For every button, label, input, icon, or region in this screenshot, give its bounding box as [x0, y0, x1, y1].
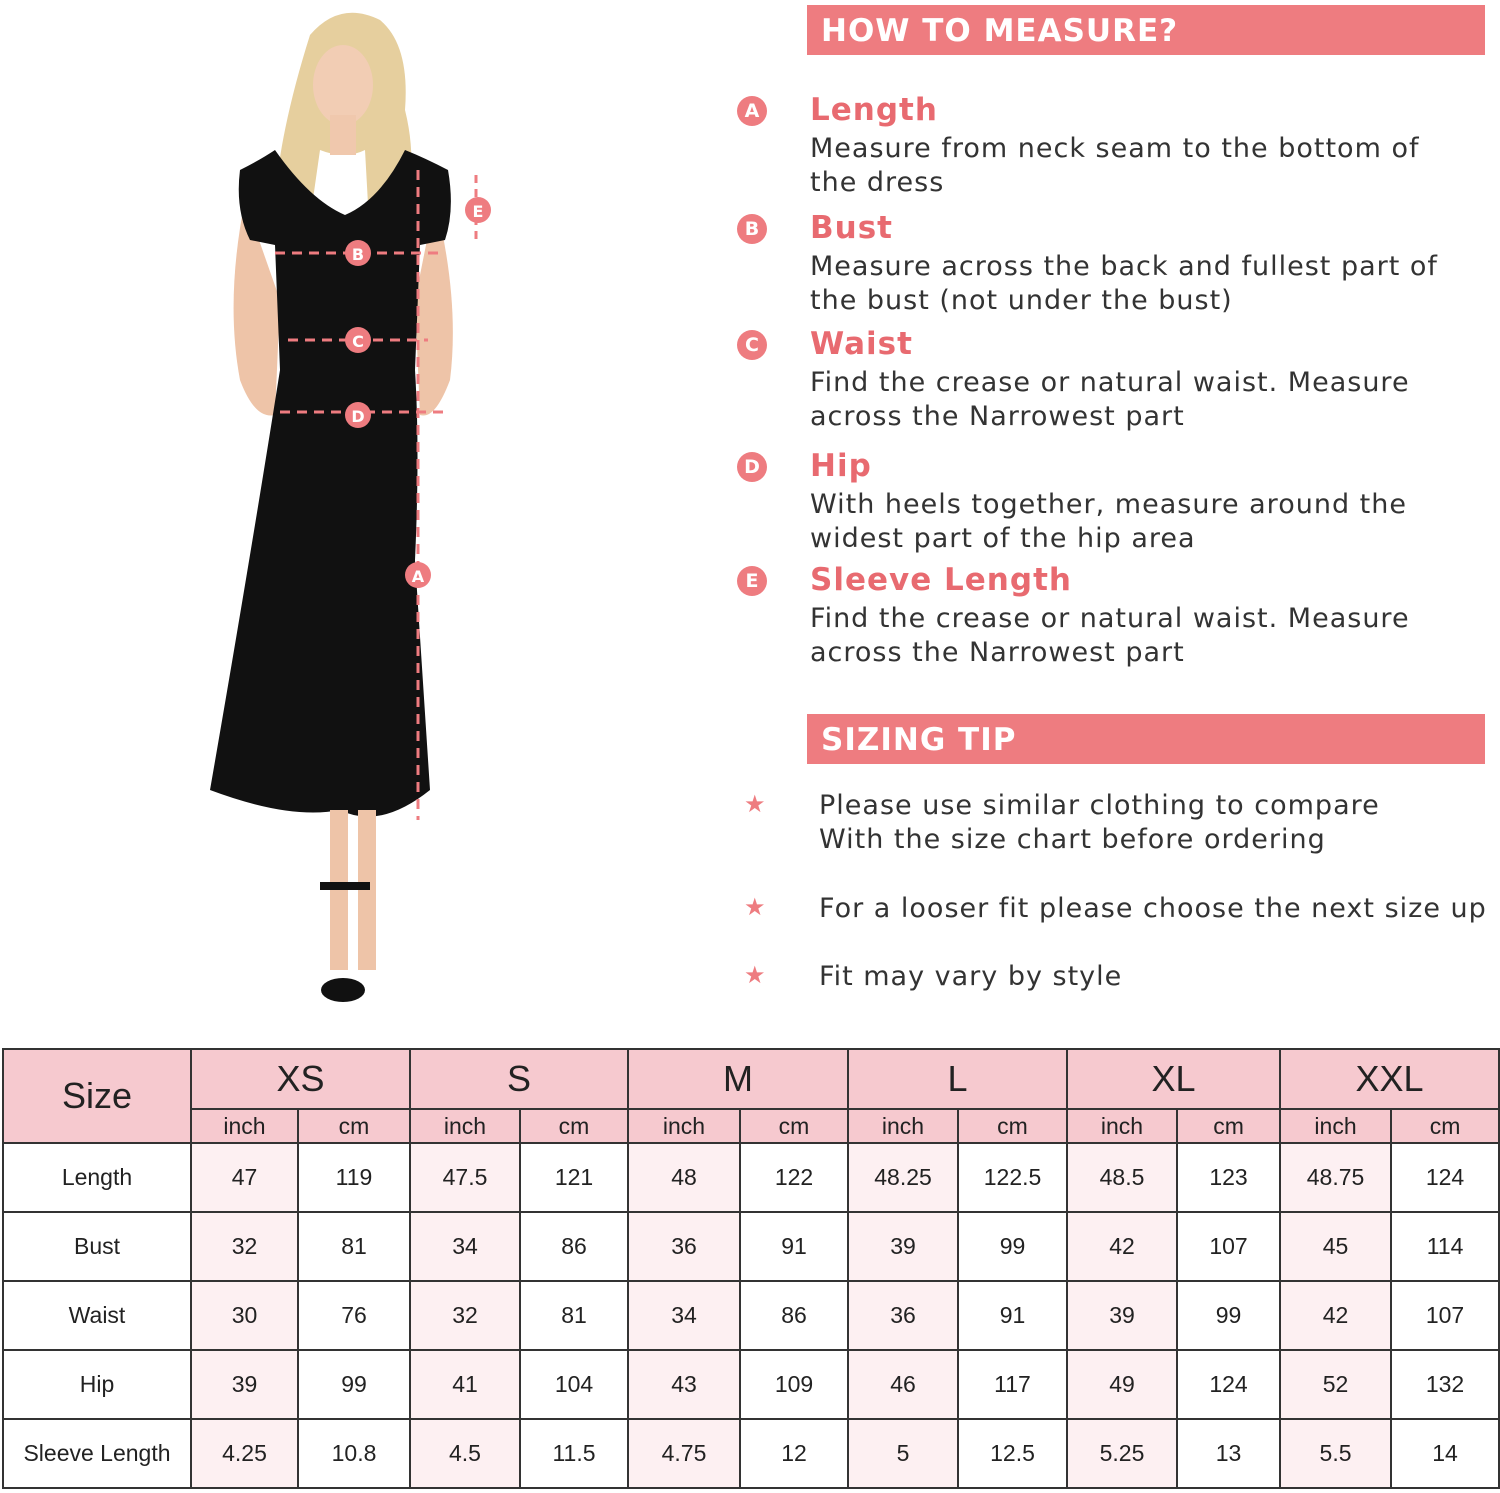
svg-text:E: E	[472, 202, 484, 221]
svg-text:B: B	[351, 245, 365, 264]
table-cell: 5	[848, 1419, 958, 1488]
marker-e-icon	[465, 197, 491, 223]
table-cell: 10.8	[298, 1419, 410, 1488]
table-cell: 48.25	[848, 1143, 958, 1212]
how-to-measure-title: HOW TO MEASURE?	[821, 13, 1179, 49]
table-cell: 123	[1177, 1143, 1280, 1212]
table-cell: 12.5	[958, 1419, 1067, 1488]
unit-header: cm	[1177, 1109, 1280, 1143]
table-cell: 32	[191, 1212, 298, 1281]
table-cell: 41	[410, 1350, 520, 1419]
table-cell: 42	[1067, 1212, 1177, 1281]
measure-title: Hip	[810, 448, 872, 484]
table-cell: 109	[740, 1350, 848, 1419]
table-cell: 76	[298, 1281, 410, 1350]
letter-c-icon: C	[737, 330, 767, 360]
table-cell: 99	[958, 1212, 1067, 1281]
table-row-bust	[3, 1212, 1499, 1281]
size-xs-header: XS	[191, 1049, 410, 1109]
table-cell: 104	[520, 1350, 628, 1419]
model-figure	[180, 0, 510, 1010]
row-label: Length	[3, 1143, 191, 1212]
table-cell: 48	[628, 1143, 740, 1212]
unit-header: cm	[298, 1109, 410, 1143]
table-cell: 119	[298, 1143, 410, 1212]
measure-title: Bust	[810, 210, 893, 246]
marker-b-icon	[345, 240, 371, 266]
size-m-header: M	[628, 1049, 848, 1109]
table-cell: 48.5	[1067, 1143, 1177, 1212]
table-cell: 45	[1280, 1212, 1391, 1281]
table-row-waist	[3, 1281, 1499, 1350]
unit-header: inch	[1280, 1109, 1391, 1143]
table-cell: 49	[1067, 1350, 1177, 1419]
letter-b-icon: B	[737, 214, 767, 244]
unit-header: inch	[191, 1109, 298, 1143]
table-cell: 5.25	[1067, 1419, 1177, 1488]
table-cell: 107	[1177, 1212, 1280, 1281]
table-cell: 11.5	[520, 1419, 628, 1488]
tip-text: For a looser fit please choose the next size up	[819, 893, 1487, 924]
size-xxl-header: XXL	[1280, 1049, 1499, 1109]
table-cell: 81	[520, 1281, 628, 1350]
table-cell: 124	[1391, 1143, 1499, 1212]
table-row-length	[3, 1143, 1499, 1212]
tip-text: Please use similar clothing to compare	[819, 790, 1380, 821]
table-cell: 14	[1391, 1419, 1499, 1488]
unit-header: cm	[1391, 1109, 1499, 1143]
measure-title: Waist	[810, 326, 913, 362]
size-header-row	[3, 1049, 1499, 1109]
unit-header: inch	[410, 1109, 520, 1143]
unit-header: cm	[958, 1109, 1067, 1143]
measure-description: Measure from neck seam to the bottom of the dress	[810, 133, 1420, 198]
table-cell: 81	[298, 1212, 410, 1281]
svg-text:C: C	[352, 332, 364, 351]
table-row-hip	[3, 1350, 1499, 1419]
table-cell: 36	[628, 1212, 740, 1281]
unit-header: cm	[740, 1109, 848, 1143]
measure-description: Find the crease or natural waist. Measure across the Narrowest part	[810, 603, 1410, 668]
table-cell: 5.5	[1280, 1419, 1391, 1488]
svg-text:A: A	[411, 567, 425, 586]
measure-description: Find the crease or natural waist. Measure across the Narrowest part	[810, 367, 1410, 432]
table-cell: 86	[520, 1212, 628, 1281]
table-cell: 34	[410, 1212, 520, 1281]
measure-description: Measure across the back and fullest part of the bust (not under the bust)	[810, 251, 1438, 316]
unit-header: inch	[848, 1109, 958, 1143]
unit-header: inch	[1067, 1109, 1177, 1143]
size-chart-table	[2, 1048, 1500, 1489]
size-corner-label: Size	[3, 1049, 191, 1143]
table-cell: 34	[628, 1281, 740, 1350]
marker-a-icon	[405, 562, 431, 588]
table-cell: 52	[1280, 1350, 1391, 1419]
table-cell: 30	[191, 1281, 298, 1350]
table-cell: 48.75	[1280, 1143, 1391, 1212]
svg-text:D: D	[351, 407, 365, 426]
table-cell: 4.75	[628, 1419, 740, 1488]
row-label: Sleeve Length	[3, 1419, 191, 1488]
unit-header: cm	[520, 1109, 628, 1143]
table-cell: 47	[191, 1143, 298, 1212]
size-l-header: L	[848, 1049, 1067, 1109]
table-cell: 122.5	[958, 1143, 1067, 1212]
table-row-sleeve-length	[3, 1419, 1499, 1488]
table-cell: 117	[958, 1350, 1067, 1419]
row-label: Waist	[3, 1281, 191, 1350]
table-cell: 32	[410, 1281, 520, 1350]
star-icon: ★	[744, 893, 766, 921]
tip-text: Fit may vary by style	[819, 961, 1123, 992]
table-cell: 91	[740, 1212, 848, 1281]
letter-a-icon: A	[737, 96, 767, 126]
table-cell: 39	[1067, 1281, 1177, 1350]
table-cell: 47.5	[410, 1143, 520, 1212]
table-cell: 122	[740, 1143, 848, 1212]
table-cell: 46	[848, 1350, 958, 1419]
how-to-measure-banner	[807, 5, 1485, 55]
star-icon: ★	[744, 790, 766, 818]
dress-figure-illustration	[180, 0, 510, 1010]
table-cell: 12	[740, 1419, 848, 1488]
sizing-tip-banner	[807, 714, 1485, 764]
table-cell: 4.5	[410, 1419, 520, 1488]
row-label: Bust	[3, 1212, 191, 1281]
table-cell: 39	[848, 1212, 958, 1281]
unit-header: inch	[628, 1109, 740, 1143]
star-icon: ★	[744, 961, 766, 989]
marker-d-icon	[345, 402, 371, 428]
table-cell: 99	[298, 1350, 410, 1419]
table-cell: 132	[1391, 1350, 1499, 1419]
tip-text: With the size chart before ordering	[819, 824, 1326, 855]
marker-c-icon	[345, 327, 371, 353]
sizing-tip-title: SIZING TIP	[821, 722, 1017, 758]
table-cell: 99	[1177, 1281, 1280, 1350]
size-s-header: S	[410, 1049, 628, 1109]
table-cell: 13	[1177, 1419, 1280, 1488]
table-cell: 124	[1177, 1350, 1280, 1419]
measure-title: Sleeve Length	[810, 562, 1072, 598]
table-cell: 4.25	[191, 1419, 298, 1488]
table-cell: 43	[628, 1350, 740, 1419]
table-cell: 36	[848, 1281, 958, 1350]
table-cell: 91	[958, 1281, 1067, 1350]
size-xl-header: XL	[1067, 1049, 1280, 1109]
measure-description: With heels together, measure around the widest part of the hip area	[810, 489, 1407, 554]
table-cell: 42	[1280, 1281, 1391, 1350]
table-cell: 39	[191, 1350, 298, 1419]
table-cell: 121	[520, 1143, 628, 1212]
table-cell: 86	[740, 1281, 848, 1350]
letter-e-icon: E	[737, 566, 767, 596]
unit-header-row	[3, 1109, 1499, 1143]
table-cell: 114	[1391, 1212, 1499, 1281]
table-cell: 107	[1391, 1281, 1499, 1350]
row-label: Hip	[3, 1350, 191, 1419]
measure-title: Length	[810, 92, 938, 128]
letter-d-icon: D	[737, 452, 767, 482]
